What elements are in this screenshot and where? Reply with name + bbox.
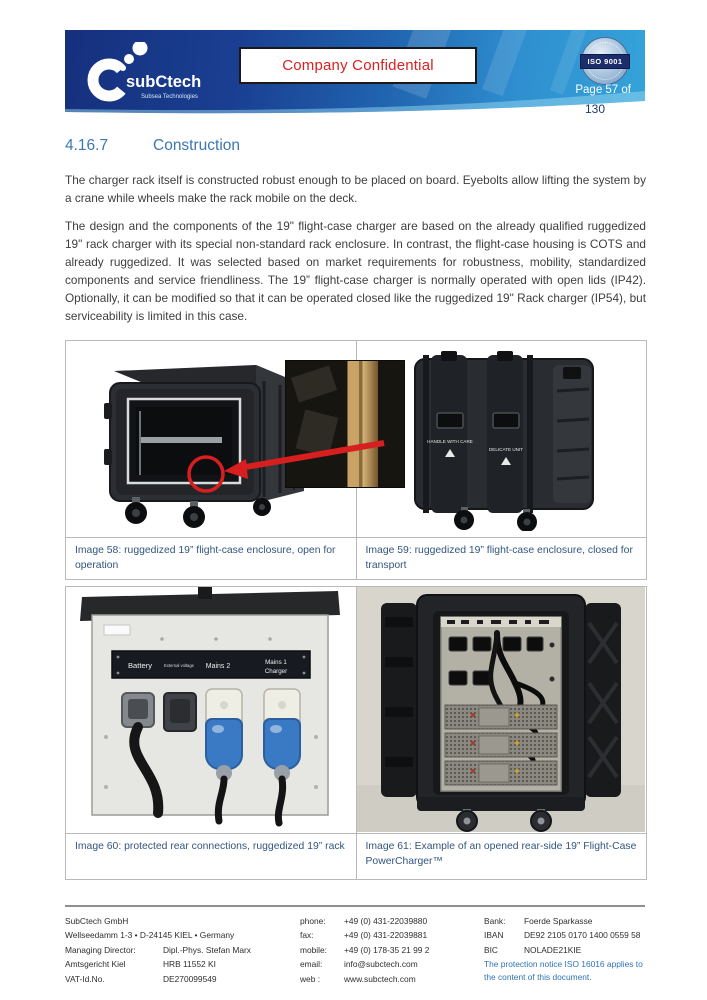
iso-badge-text: ISO 9001	[587, 57, 623, 66]
bank-label: Bank:	[484, 916, 506, 926]
confidential-label: Company Confidential	[282, 57, 434, 74]
footer-legal-value: DE270099549	[163, 973, 217, 984]
contact-value: +49 (0) 178-35 21 99 2	[344, 944, 430, 955]
figure-table-bottom	[65, 586, 647, 880]
protection-notice: The protection notice ISO 16016 applies to the content of this document.	[484, 959, 643, 982]
opened-rear-side-illustration	[357, 587, 645, 832]
footer-contact-column	[300, 914, 484, 986]
iso-9001-badge-icon	[581, 37, 629, 85]
body-paragraph: The design and the components of the 19" flight-case charger are based on the already qualified ruggedized 19" rack charger with its special non-standard rack enclosure. In contrast, the flight-case housing is COTS and already ruggedized. It was selected based on market requirements for robustness, mobility, standardized components and service friendliness. The 19” flight-case charger is normally operated with open lids (IP42). Optionally, it can be modified so that it can be operated closed like the ruggedized 19" Rack charger (IP54), but serviceability is limited in this case.	[65, 219, 646, 323]
footer-company-name: SubCtech GmbH	[65, 916, 129, 926]
contact-email-value: info@subctech.com	[344, 959, 418, 970]
panel-label-mains-2: Mains 2	[205, 663, 231, 670]
panel-label-external-voltage: External voltage	[163, 663, 195, 668]
bubble-icon	[120, 65, 126, 71]
panel-label-battery: Battery	[127, 661, 153, 670]
figure-60-photo	[66, 587, 356, 833]
inset-shape	[296, 409, 339, 456]
body-paragraph: The charger rack itself is constructed robust enough to be placed on board. Eyebolts allow lifting the system by a crane while wheels make the rack mobile on the deck.	[65, 173, 646, 205]
footer-legal-label: VAT-Id.No.	[65, 973, 105, 984]
figure-60-cell	[66, 587, 356, 879]
figure-59-caption: Image 59: ruggedized 19” flight-case enclosure, closed for transport	[357, 537, 647, 579]
banner-wave	[65, 81, 645, 115]
footer-company-column	[65, 914, 300, 986]
footer-bank-column	[484, 914, 645, 986]
page-number-label: Page 57 of	[575, 84, 631, 96]
contact-label: phone:	[300, 916, 326, 926]
footer-legal-value: Dipl.-Phys. Stefan Marx	[163, 944, 251, 955]
footer-legal-label: Amtsgericht Kiel	[65, 959, 126, 970]
bank-value: DE92 2105 0170 1400 0559 58	[524, 930, 641, 941]
logo-text: subCtech	[126, 73, 202, 91]
footer-address: Wellseedamm 1-3 • D-24145 KIEL • Germany	[65, 930, 235, 941]
figure-61-photo	[357, 587, 647, 833]
bank-value: Foerde Sparkasse	[524, 916, 593, 926]
section-title: Construction	[153, 137, 241, 154]
figure-61-cell	[356, 587, 647, 879]
page-total-clipped: 130	[584, 102, 605, 115]
bank-label: BIC	[484, 944, 498, 955]
stencil-text: HANDLE WITH CARE	[426, 439, 473, 444]
rear-connections-illustration	[66, 587, 354, 827]
footer-legal-value: HRB 11552 KI	[163, 959, 216, 970]
stencil-text: DELICATE UNIT	[488, 447, 523, 452]
bubble-icon	[133, 42, 148, 56]
figure-table-top	[65, 340, 647, 580]
inset-shape	[291, 365, 337, 402]
panel-label-charger: Charger	[264, 668, 288, 675]
confidential-box	[239, 47, 477, 84]
logo-tagline: Subsea Technologies	[141, 94, 198, 100]
contact-label: fax:	[300, 930, 314, 941]
figure-58-caption: Image 58: ruggedized 19” flight-case enclosure, open for operation	[66, 537, 356, 579]
contact-label: email:	[300, 959, 323, 970]
footer-legal-label: Managing Director:	[65, 944, 136, 955]
bubble-icon	[124, 54, 134, 64]
section-heading	[65, 137, 645, 155]
contact-web-value: www.subctech.com	[344, 973, 416, 984]
contact-label: web :	[300, 973, 321, 984]
page-footer	[65, 905, 645, 986]
header-banner	[65, 30, 645, 115]
bank-label: IBAN	[484, 930, 504, 941]
detail-inset-photo	[286, 361, 404, 487]
section-number: 4.16.7	[65, 137, 109, 154]
contact-value: +49 (0) 431-22039880	[344, 916, 428, 926]
contact-value: +49 (0) 431-22039881	[344, 930, 428, 941]
panel-label-mains-1: Mains 1	[265, 659, 287, 666]
badge-band	[580, 54, 630, 69]
contact-label: mobile:	[300, 944, 327, 955]
figure-61-caption: Image 61: Example of an opened rear-side 19” Flight-Case PowerCharger™	[357, 833, 647, 879]
figure-60-caption: Image 60: protected rear connections, ruggedized 19” rack	[66, 833, 356, 879]
bank-value: NOLADE21KIE	[524, 944, 582, 955]
